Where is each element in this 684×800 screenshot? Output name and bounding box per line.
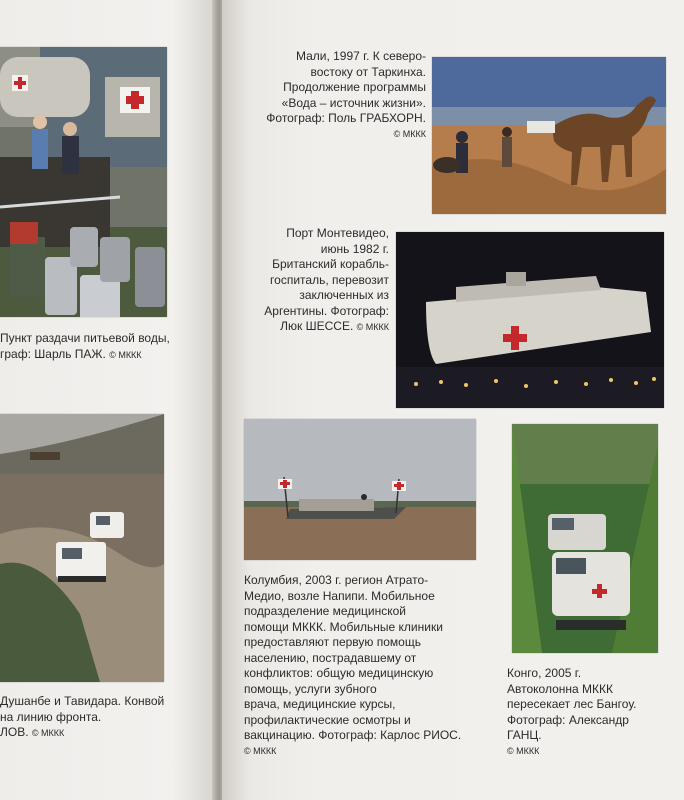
caption-colombia (244, 573, 461, 759)
credit: © МККК (507, 745, 540, 756)
caption-line: заключенных из (299, 288, 389, 302)
credit: © МККК (31, 728, 65, 738)
caption-mali (226, 49, 426, 142)
caption-line: Автоколонна МККК (507, 681, 613, 696)
caption-line: «Вода – источник жизни». (281, 95, 426, 110)
credit: © МККК (393, 128, 426, 139)
caption-line: профилактические осмотры и (244, 712, 411, 727)
caption-line: Фотограф: Поль ГРАБХОРН. (266, 111, 426, 125)
caption-water-point (0, 331, 170, 363)
caption-line: Аргентины. Фотограф: (264, 303, 389, 318)
caption-line: Продолжение программы (283, 80, 426, 94)
photo-water-distribution (0, 47, 167, 317)
caption-line: Душанбе и Тавидара. Конвой (0, 694, 165, 708)
caption-line: востоку от Таркинха. (310, 64, 426, 79)
caption-line: июнь 1982 г. (320, 241, 389, 256)
photo-dushanbe-convoy (0, 414, 164, 682)
photo-colombia-boat (244, 419, 476, 560)
caption-line: населению, пострадавшему от (244, 650, 417, 665)
credit: © МККК (244, 745, 277, 756)
caption-line: ГАНЦ. (507, 728, 542, 742)
caption-line-text: Люк ШЕССЕ. (280, 319, 354, 333)
caption-line: врача, медицинские курсы, (244, 697, 396, 711)
photo-mali-camel (432, 57, 666, 214)
caption-line-text: ЛОВ. (0, 725, 29, 739)
caption-line: вакцинацию. Фотограф: Карлос РИОС. (244, 728, 462, 742)
caption-line: предоставляют первую помощь (244, 635, 421, 649)
caption-line: Порт Монтевидео, (286, 226, 389, 240)
caption-line: госпиталь, перевозит (270, 272, 389, 287)
caption-line (0, 347, 170, 364)
caption-line: пересекает лес Бангоу. (507, 697, 637, 711)
caption-montevideo (219, 226, 389, 336)
caption-line-text: граф: Шарль ПАЖ. (0, 346, 106, 361)
caption-dushanbe (0, 694, 164, 742)
caption-line: Пункт раздачи питьевой воды, (0, 331, 170, 345)
caption-line: подразделение медицинской (244, 604, 406, 618)
credit: © МККК (356, 322, 389, 332)
caption-line (0, 725, 164, 742)
caption-line: помощь, услуги зубного (244, 681, 377, 696)
caption-line: Медио, возле Напипи. Мобильное (244, 588, 435, 603)
caption-line (219, 319, 389, 336)
caption-line: Фотограф: Александр (507, 712, 629, 727)
caption-line: на линию фронта. (0, 709, 102, 724)
caption-congo (507, 666, 636, 759)
caption-line: Мали, 1997 г. К северо- (295, 49, 426, 63)
caption-line: конфликтов: общую медицинскую (244, 666, 434, 680)
caption-line: помощи МККК. Мобильные клиники (244, 619, 443, 634)
caption-line: Британский корабль- (272, 257, 389, 271)
credit: © МККК (109, 349, 142, 360)
caption-line: Конго, 2005 г. (507, 666, 582, 680)
photo-congo-convoy (512, 424, 658, 653)
caption-line: Колумбия, 2003 г. регион Атрато- (244, 573, 429, 587)
photo-hospital-ship (396, 232, 664, 408)
